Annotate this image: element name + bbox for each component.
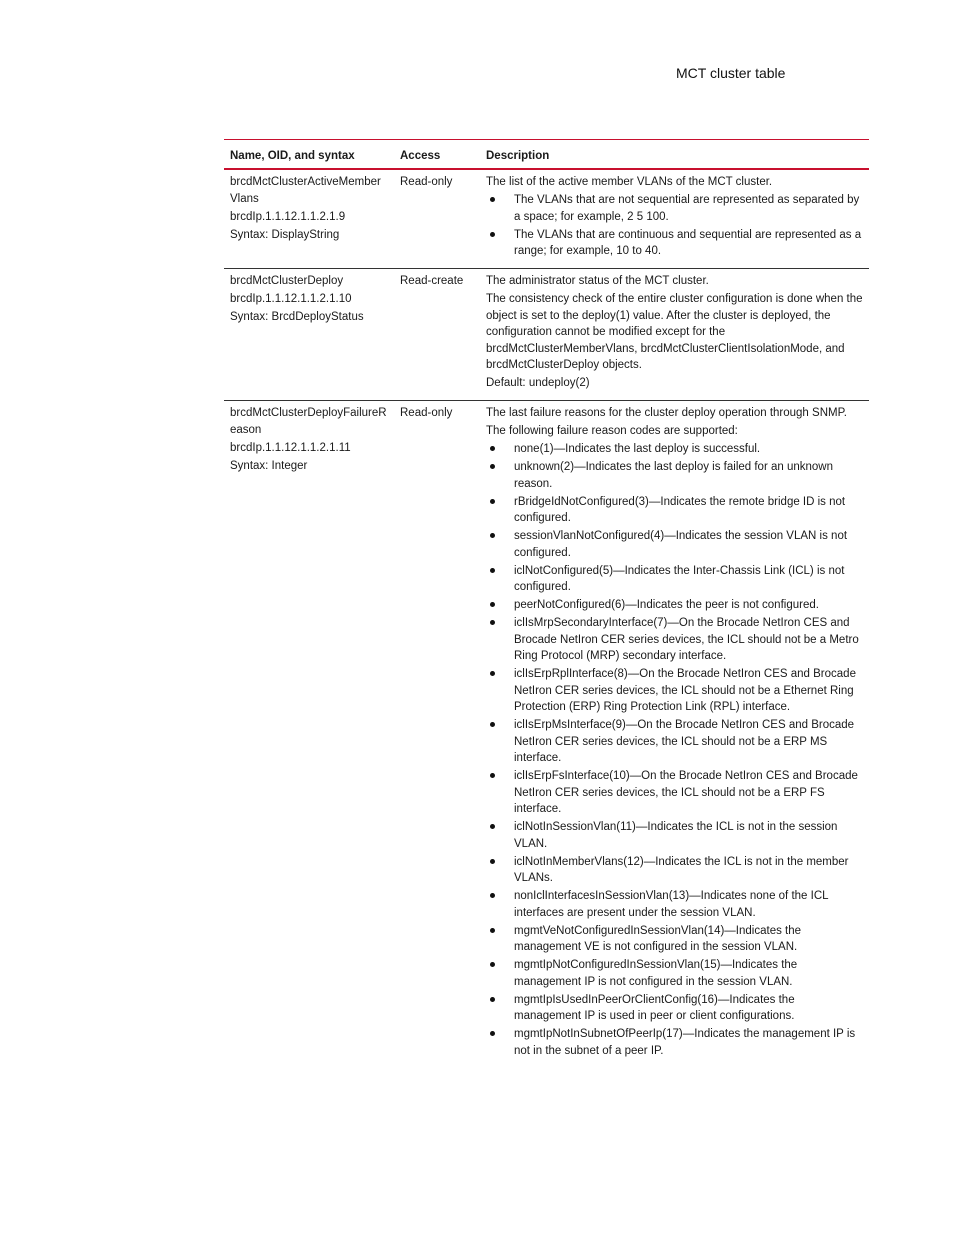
object-name: brcdMctClusterDeploy <box>230 275 344 287</box>
description-cell <box>480 401 869 1068</box>
description-cell <box>480 269 869 401</box>
object-syntax: Syntax: BrcdDeployStatus <box>230 311 364 323</box>
object-syntax: Syntax: Integer <box>230 459 308 472</box>
access-cell: Read-create <box>394 269 480 401</box>
bullet-item: mgmtIpNotConfiguredInSessionVlan(15)—Indicates the management IP is not configured in the session VLAN. <box>486 957 863 990</box>
bullet-item: mgmtVeNotConfiguredInSessionVlan(14)—Indicates the management VE is not configured in the session VLAN. <box>486 923 863 956</box>
bullet-item: iclNotInMemberVlans(12)—Indicates the ICL is not in the member VLANs. <box>486 854 863 887</box>
bullet-item: iclIsErpRplInterface(8)—On the Brocade NetIron CES and Brocade NetIron CER series devices, the ICL should not be a Ethernet Ring Protection (ERP) Ring Protection Link (RPL) interface. <box>486 666 863 716</box>
description-paragraph: The consistency check of the entire cluster configuration is done when the object is set to the deploy(1) value. After the cluster is deployed, the configuration cannot be modified except for the brcdMctClusterMemberVlans, brcdMctClusterClientIsolationMode, and brcdMctClusterDeploy objects. <box>486 293 863 371</box>
bullet-item: The VLANs that are not sequential are represented as separated by a space; for example, 2 5 100. <box>486 192 863 225</box>
bullet-item: iclNotConfigured(5)—Indicates the Inter-Chassis Link (ICL) is not configured. <box>486 563 863 596</box>
object-oid: brcdIp.1.1.12.1.1.2.1.10 <box>230 293 352 305</box>
bullet-list <box>486 192 863 260</box>
bullet-item: none(1)—Indicates the last deploy is successful. <box>486 441 863 458</box>
bullet-item: nonIclInterfacesInSessionVlan(13)—Indicates none of the ICL interfaces are present under the session VLAN. <box>486 888 863 921</box>
bullet-item: iclIsMrpSecondaryInterface(7)—On the Brocade NetIron CES and Brocade NetIron CER series devices, the ICL should not be a Metro Ring Protocol (MRP) secondary interface. <box>486 615 863 665</box>
bullet-item: The VLANs that are continuous and sequential are represented as a range; for example, 10 to 40. <box>486 227 863 260</box>
name-oid-syntax-cell <box>224 169 394 269</box>
access-cell: Read-only <box>394 169 480 269</box>
description-paragraph: The administrator status of the MCT cluster. <box>486 275 709 287</box>
bullet-item: sessionVlanNotConfigured(4)—Indicates the session VLAN is not configured. <box>486 528 863 561</box>
running-header-title: MCT cluster table <box>676 65 786 81</box>
name-oid-syntax-cell <box>224 269 394 401</box>
object-oid: brcdIp.1.1.12.1.1.2.1.9 <box>230 210 346 223</box>
bullet-item: mgmtIpNotInSubnetOfPeerIp(17)—Indicates the management IP is not in the subnet of a peer IP. <box>486 1026 863 1059</box>
bullet-item: iclIsErpFsInterface(10)—On the Brocade NetIron CES and Brocade NetIron CER series devices, the ICL should not be a ERP FS interface. <box>486 768 863 818</box>
description-paragraph: The following failure reason codes are supported: <box>486 425 738 437</box>
table-row <box>224 269 869 401</box>
access-cell: Read-only <box>400 407 453 419</box>
table-header-row <box>224 140 869 170</box>
object-name: brcdMctClusterDeployFailureReason <box>230 407 387 436</box>
description-paragraph: The list of the active member VLANs of the MCT cluster. <box>486 176 773 188</box>
bullet-item: iclNotInSessionVlan(11)—Indicates the ICL is not in the session VLAN. <box>486 819 863 852</box>
object-oid: brcdIp.1.1.12.1.1.2.1.11 <box>230 441 351 454</box>
table-body <box>224 169 869 1068</box>
bullet-item: rBridgeIdNotConfigured(3)—Indicates the remote bridge ID is not configured. <box>486 494 863 527</box>
bullet-item: mgmtIpIsUsedInPeerOrClientConfig(16)—Indicates the management IP is used in peer or client configurations. <box>486 992 863 1025</box>
object-syntax: Syntax: DisplayString <box>230 228 340 241</box>
column-header-access: Access <box>394 140 480 170</box>
table-row <box>224 169 869 269</box>
table-row <box>224 401 869 1068</box>
bullet-item: peerNotConfigured(6)—Indicates the peer is not configured. <box>486 597 863 614</box>
bullet-list <box>486 441 863 1059</box>
column-header-name: Name, OID, and syntax <box>224 140 394 170</box>
bullet-item: iclIsErpMsInterface(9)—On the Brocade NetIron CES and Brocade NetIron CER series devices, the ICL should not be a ERP MS interface. <box>486 717 863 767</box>
column-header-description: Description <box>480 140 869 170</box>
bullet-item: unknown(2)—Indicates the last deploy is failed for an unknown reason. <box>486 459 863 492</box>
description-cell <box>480 169 869 269</box>
description-paragraph: Default: undeploy(2) <box>486 377 590 389</box>
mct-cluster-table <box>224 139 869 1068</box>
name-oid-syntax-cell <box>224 401 394 1068</box>
object-name: brcdMctClusterActiveMemberVlans <box>230 176 381 205</box>
description-paragraph: The last failure reasons for the cluster deploy operation through SNMP. <box>486 407 847 419</box>
